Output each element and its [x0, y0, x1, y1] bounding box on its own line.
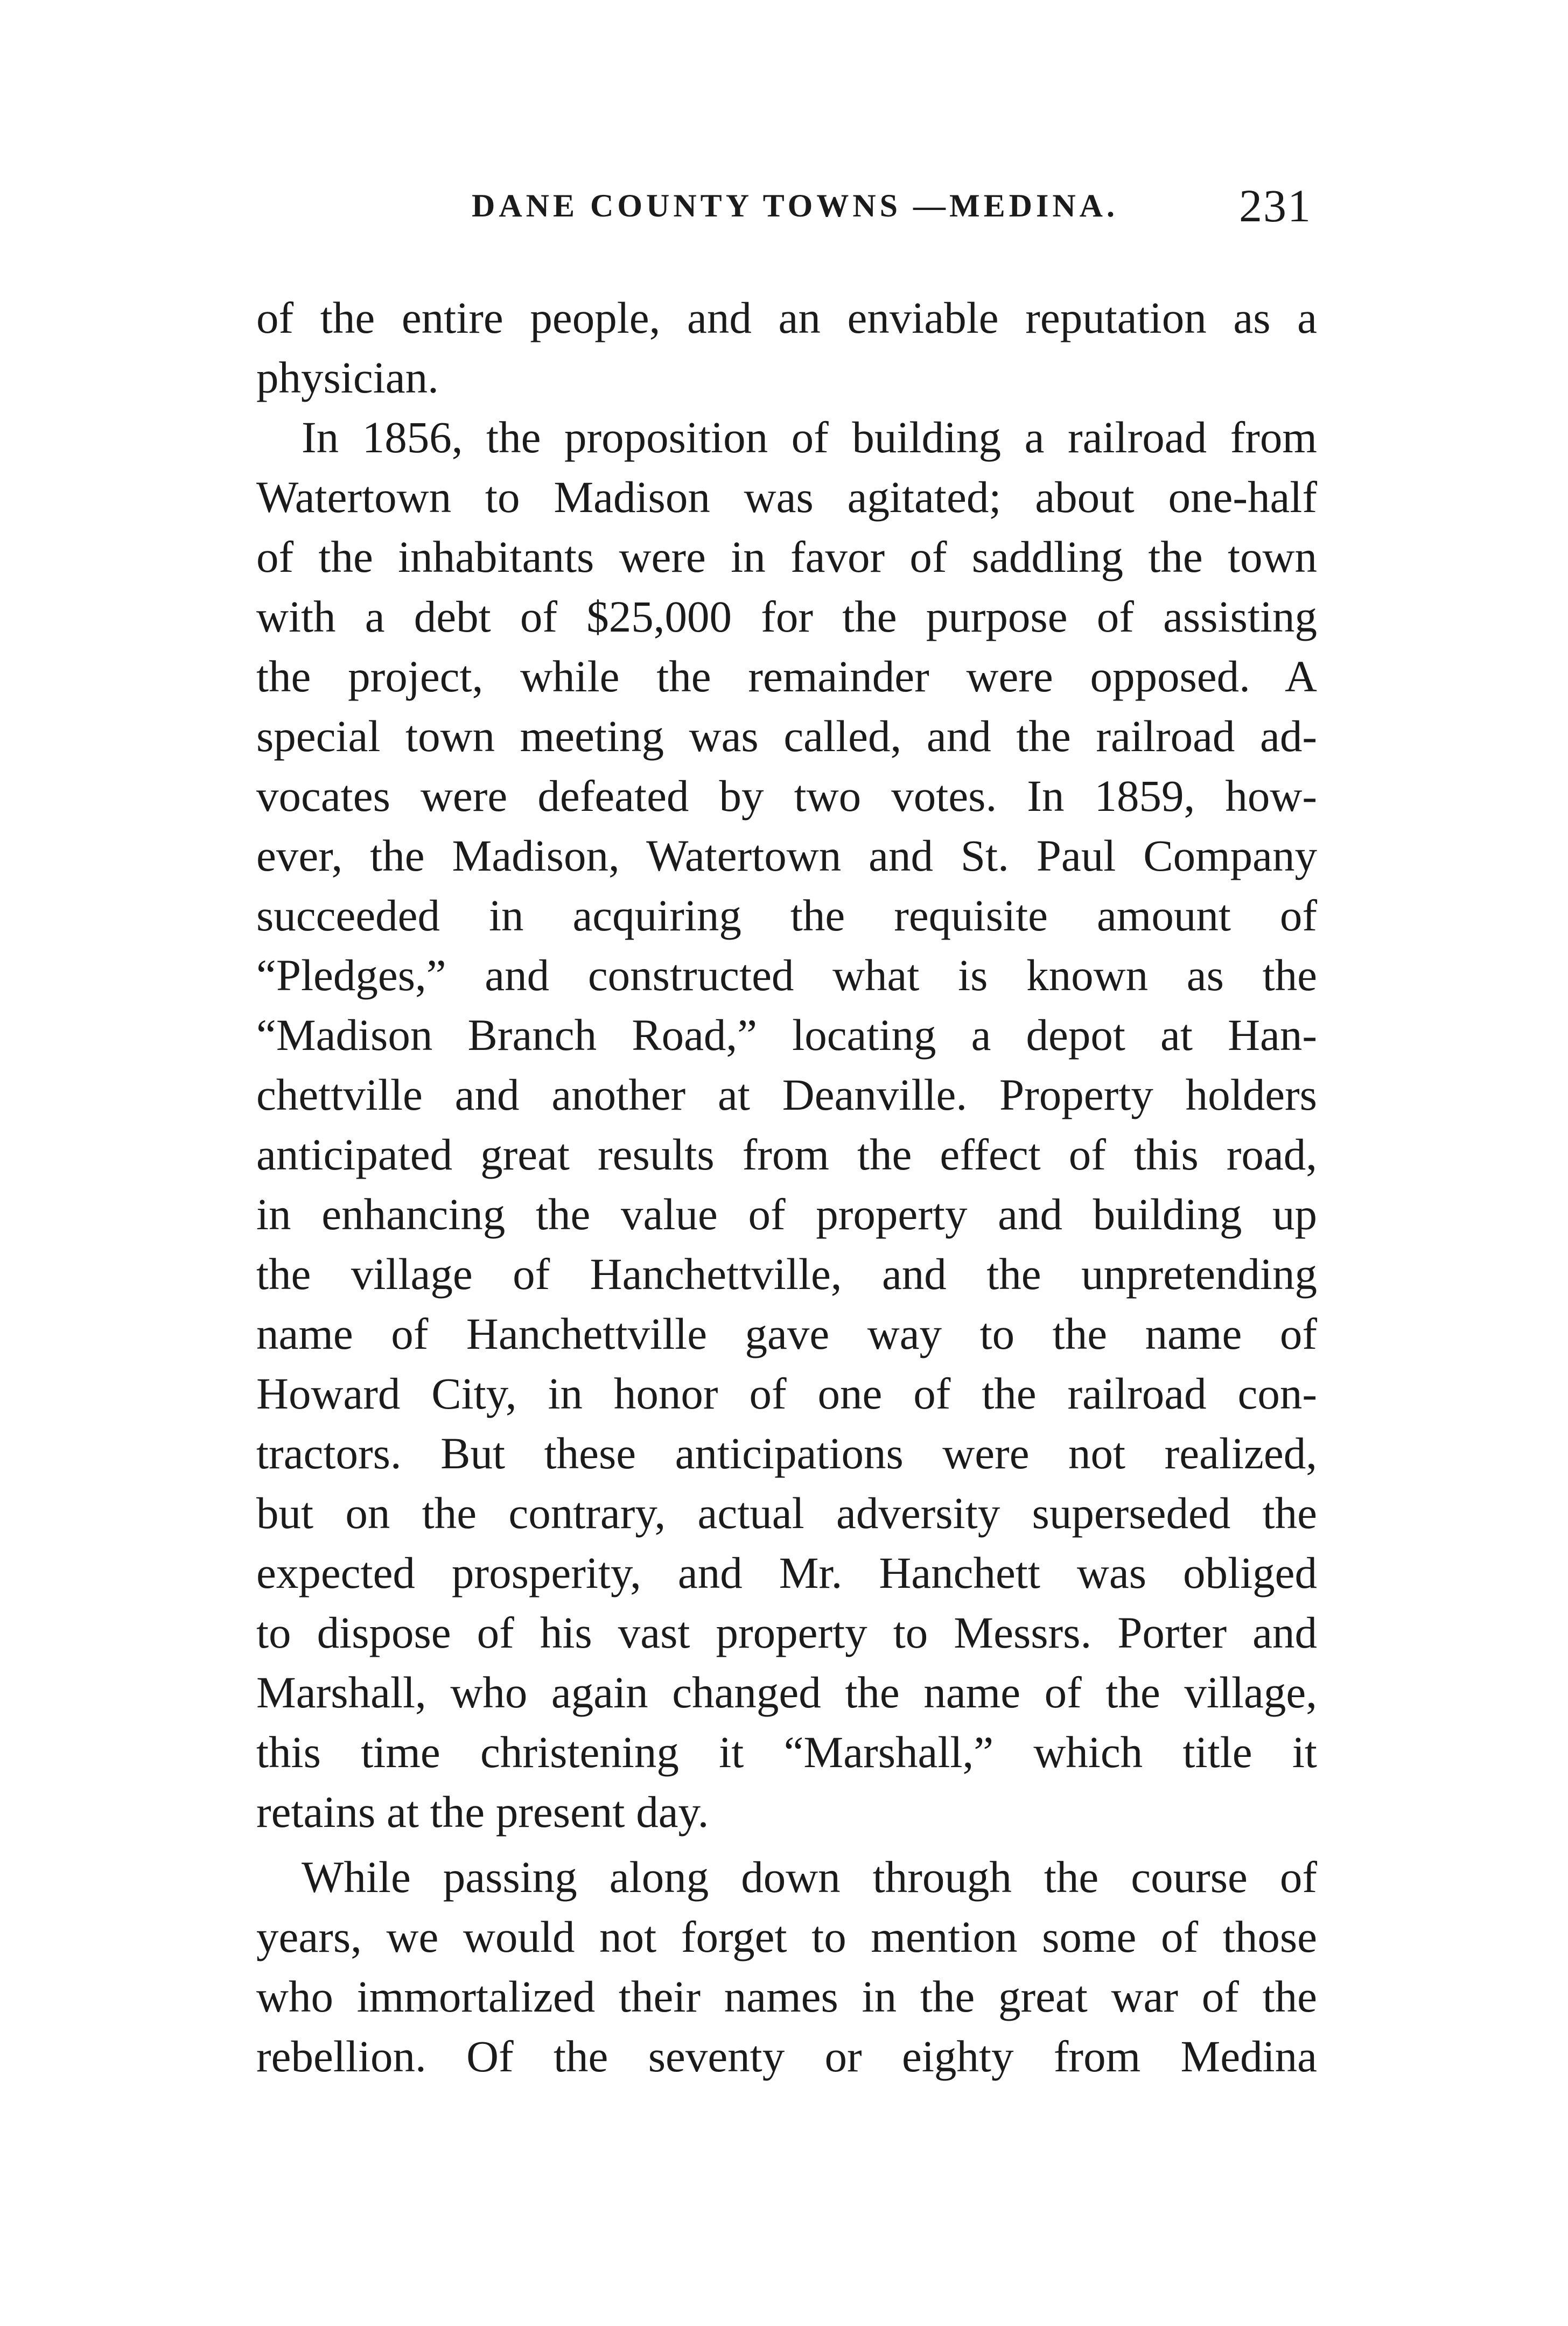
- text-line: “Madison Branch Road,” locating a depot at Han-: [256, 1010, 1317, 1060]
- text-line: “Pledges,” and constructed what is known as the: [256, 950, 1317, 1000]
- text-line: who immortalized their names in the great war of the: [256, 1972, 1317, 2021]
- text-line: Watertown to Madison was agitated; about one-half: [256, 472, 1317, 522]
- text-line: physician.: [256, 353, 439, 402]
- text-line: While passing along down through the course of: [302, 1852, 1317, 1902]
- text-line: with a debt of $25,000 for the purpose of assisting: [256, 592, 1317, 641]
- text-line: the village of Hanchettville, and the unpretending: [256, 1249, 1317, 1299]
- text-line: succeeded in acquiring the requisite amount of: [256, 891, 1317, 940]
- text-line: retains at the present day.: [256, 1787, 709, 1837]
- text-line: of the entire people, and an enviable reputation as a: [256, 293, 1317, 342]
- text-line: expected prosperity, and Mr. Hanchett was obliged: [256, 1548, 1317, 1598]
- text-line: anticipated great results from the effect of this road,: [256, 1130, 1317, 1179]
- text-line: of the inhabitants were in favor of saddling the town: [256, 532, 1317, 582]
- page-number: 231: [1239, 180, 1312, 232]
- text-line: years, we would not forget to mention some of those: [256, 1912, 1317, 1961]
- text-line: in enhancing the value of property and building up: [256, 1189, 1317, 1239]
- running-title: DANE COUNTY TOWNS —MEDINA.: [472, 188, 1119, 223]
- paragraph: [256, 288, 1317, 408]
- text-line: to dispose of his vast property to Messrs. Porter and: [256, 1608, 1317, 1657]
- text-line: but on the contrary, actual adversity superseded the: [256, 1488, 1317, 1538]
- text-line: this time christening it “Marshall,” which title it: [256, 1727, 1317, 1777]
- text-line: name of Hanchettville gave way to the name of: [256, 1309, 1317, 1358]
- text-line: Marshall, who again changed the name of the village,: [256, 1668, 1317, 1717]
- running-head: [256, 162, 1312, 248]
- text-line: vocates were defeated by two votes. In 1859, how-: [256, 771, 1317, 821]
- body-text: [256, 288, 1317, 2086]
- paragraph-gap: [256, 1842, 1317, 1847]
- text-line: Howard City, in honor of one of the railroad con-: [256, 1369, 1317, 1418]
- text-line: chettville and another at Deanville. Property holders: [256, 1070, 1317, 1119]
- text-line: special town meeting was called, and the railroad ad-: [256, 711, 1317, 761]
- paragraph: [256, 408, 1317, 1842]
- text-line: the project, while the remainder were opposed. A: [256, 651, 1317, 701]
- text-line: tractors. But these anticipations were not realized,: [256, 1428, 1317, 1478]
- text-line: rebellion. Of the seventy or eighty from Medina: [256, 2031, 1317, 2081]
- text-line: In 1856, the proposition of building a railroad from: [302, 412, 1317, 462]
- paragraph: [256, 1847, 1317, 2086]
- text-line: ever, the Madison, Watertown and St. Paul Company: [256, 831, 1317, 880]
